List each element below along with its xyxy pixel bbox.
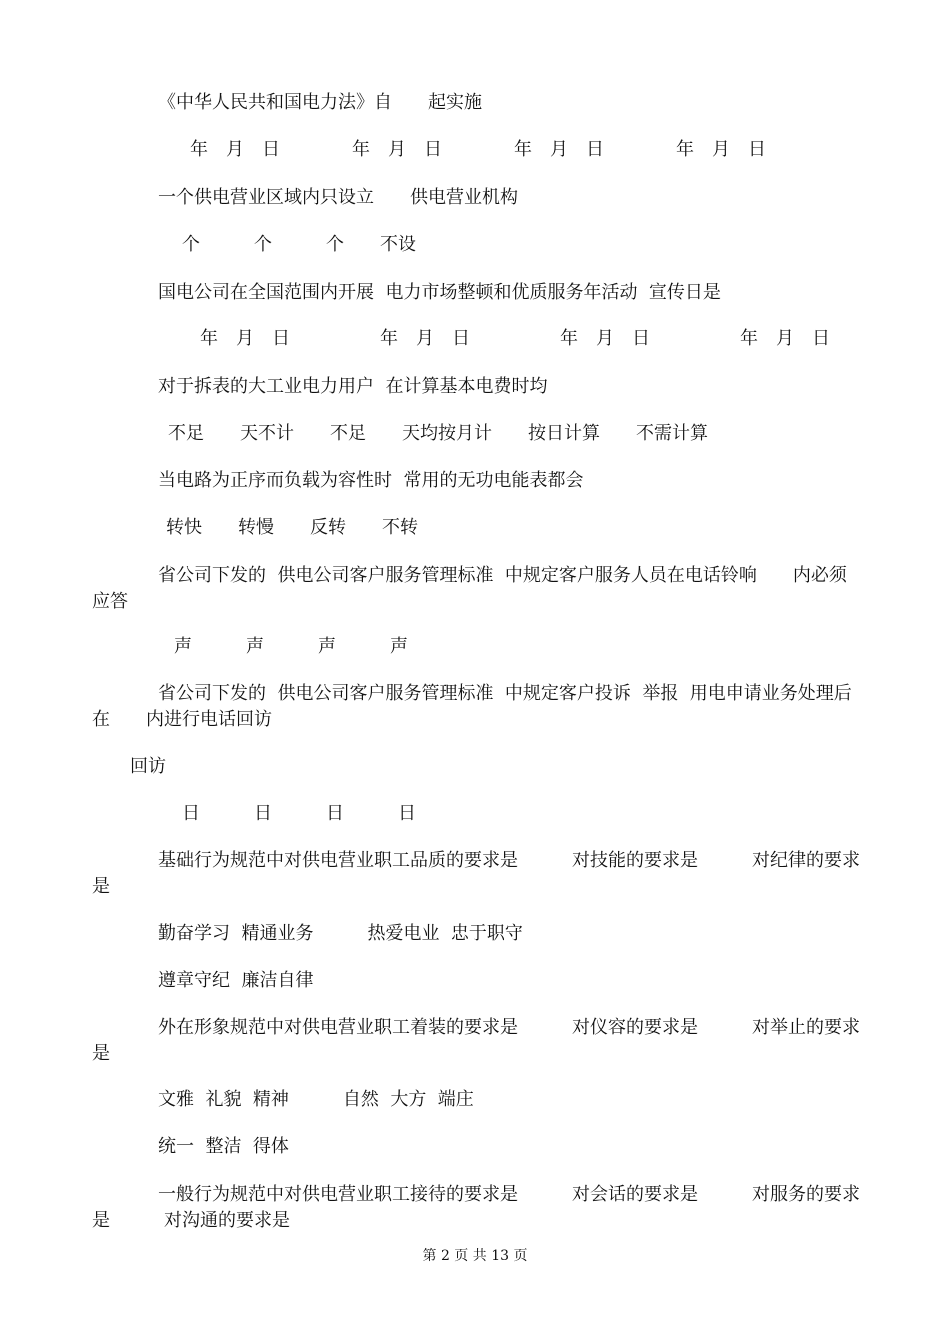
question-line: 国电公司在全国范围内开展 电力市场整顿和优质服务年活动 宣传日是 (158, 282, 721, 303)
options-line: 日 日 日 日 (182, 803, 416, 824)
question-paragraph: 省公司下发的 供电公司客户服务管理标准 中规定客户服务人员在电话铃响 内必须应答 (92, 565, 847, 612)
options-line: 声 声 声 声 (174, 636, 408, 657)
options-line: 年 月 日 年 月 日 年 月 日 年 月 日 (190, 139, 766, 160)
question-line: 《中华人民共和国电力法》自 起实施 (158, 92, 482, 113)
options-line: 个 个 个 不设 (182, 234, 416, 255)
options-line: 年 月 日 年 月 日 年 月 日 年 月 日 (200, 328, 830, 349)
options-line: 统一 整洁 得体 (158, 1136, 289, 1157)
options-line: 勤奋学习 精通业务 热爱电业 忠于职守 (158, 923, 523, 944)
question-paragraph: 一般行为规范中对供电营业职工接待的要求是 对会话的要求是 对服务的要求是 对沟通的要求是 (92, 1184, 860, 1231)
question-paragraph: 省公司下发的 供电公司客户服务管理标准 中规定客户投诉 举报 用电申请业务处理后在 内进行电话回访 (92, 683, 852, 730)
question-paragraph: 外在形象规范中对供电营业职工着装的要求是 对仪容的要求是 对举止的要求是 (92, 1017, 860, 1064)
page-footer: 第 2 页 共 13 页 (422, 1248, 528, 1264)
text-line: 回访 (130, 756, 166, 777)
options-line: 文雅 礼貌 精神 自然 大方 端庄 (158, 1089, 474, 1110)
question-line: 当电路为正序而负载为容性时 常用的无功电能表都会 (158, 470, 584, 491)
options-line: 不足 天不计 不足 天均按月计 按日计算 不需计算 (168, 423, 708, 444)
options-line: 转快 转慢 反转 不转 (166, 517, 418, 538)
options-line: 遵章守纪 廉洁自律 (158, 970, 314, 991)
question-paragraph: 基础行为规范中对供电营业职工品质的要求是 对技能的要求是 对纪律的要求是 (92, 850, 860, 897)
question-line: 对于拆表的大工业电力用户 在计算基本电费时均 (158, 376, 548, 397)
question-line: 一个供电营业区域内只设立 供电营业机构 (158, 187, 518, 208)
